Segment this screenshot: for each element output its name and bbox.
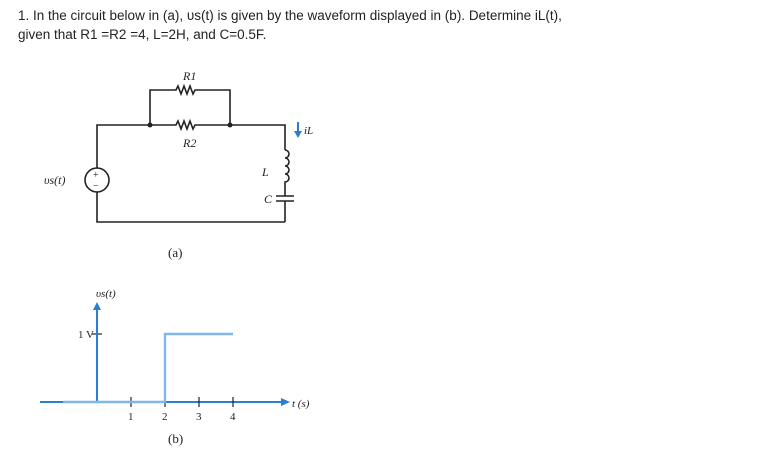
waveform-step-line <box>63 334 233 402</box>
wire-left-bottom <box>97 192 285 222</box>
source-plus-sign: + <box>93 170 99 181</box>
wire-r2-branch <box>150 121 230 129</box>
x-axis-label: t (s) <box>292 398 310 410</box>
waveform-level-label: 1 V <box>78 329 94 341</box>
c-label: C <box>264 192 273 206</box>
junction-dot-right <box>228 123 233 128</box>
waveform-y-label: υs(t) <box>96 288 116 300</box>
r1-label: R1 <box>183 69 197 83</box>
source-label: υs(t) <box>44 173 66 187</box>
waveform-plot <box>40 288 310 446</box>
junction-dot-left <box>148 123 153 128</box>
circuit-caption: (a) <box>168 245 183 260</box>
problem-line-1: 1. In the circuit below in (a), υs(t) is given by the waveform displayed in (b). Determine iL(t), <box>18 8 562 23</box>
waveform-caption: (b) <box>168 431 184 446</box>
wire-left-top <box>97 125 150 168</box>
r2-label: R2 <box>183 136 197 150</box>
current-label: iL <box>304 125 314 137</box>
inductor-coil <box>285 150 289 196</box>
x-tick-label: 1 <box>128 411 134 423</box>
source-minus-sign: − <box>93 181 99 192</box>
l-label: L <box>262 165 269 179</box>
wire-right-top <box>230 125 285 150</box>
current-arrow-icon <box>294 131 302 138</box>
x-axis-arrow-icon <box>281 398 290 406</box>
x-tick-label: 3 <box>196 411 202 423</box>
y-axis-arrow-icon <box>93 302 101 310</box>
circuit-diagram <box>44 69 313 260</box>
problem-line-2: given that R1 =R2 =4, L=2H, and C=0.5F. <box>18 27 267 42</box>
x-tick-label: 4 <box>230 411 236 423</box>
x-tick-label: 2 <box>162 411 168 423</box>
